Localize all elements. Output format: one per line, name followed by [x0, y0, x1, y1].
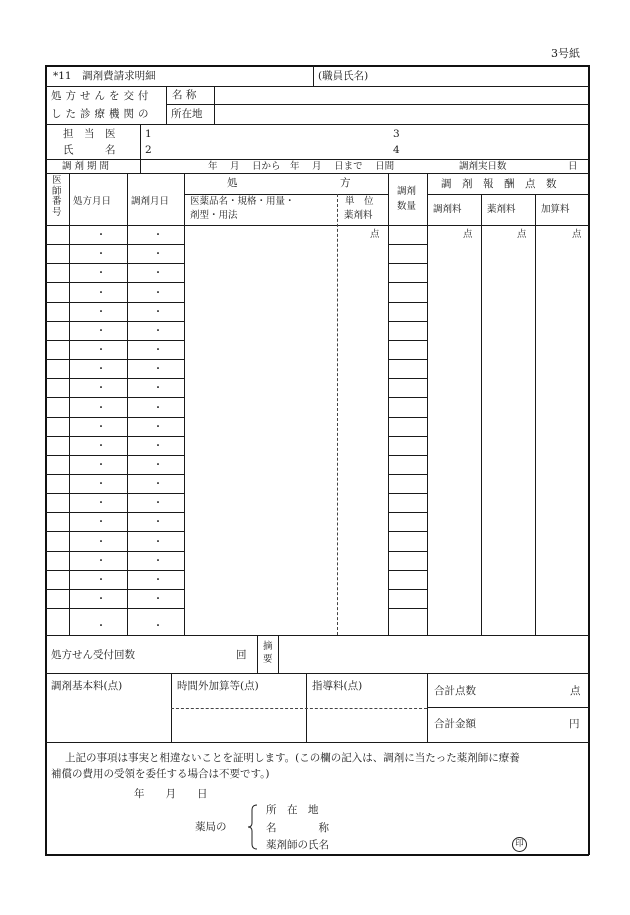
disp-date-dot: ・	[153, 364, 163, 376]
rx-date-dot: ・	[96, 249, 106, 261]
rx-date-dot: ・	[96, 421, 106, 433]
rx-date-dot: ・	[96, 345, 106, 357]
period-range: 年 月 日から 年 月 日まで 日間	[208, 161, 395, 172]
pharmacy-name-label: 名 称	[266, 822, 329, 834]
overtime-label: 時間外加算等(点)	[177, 680, 259, 692]
disp-date-dot: ・	[153, 345, 163, 357]
frame-top	[45, 65, 589, 67]
row-divider-qty	[388, 493, 427, 494]
disp-date-dot: ・	[153, 498, 163, 510]
additional-point: 点	[572, 229, 582, 240]
row-divider-qty	[388, 321, 427, 322]
row-divider-left	[45, 282, 184, 283]
row-divider-left	[45, 244, 184, 245]
row-divider-left	[45, 302, 184, 303]
row-divider-left	[45, 455, 184, 456]
frame-left	[45, 65, 47, 855]
seal-icon: 印	[512, 837, 527, 852]
disp-date-dot: ・	[153, 574, 163, 586]
rx-date-dot: ・	[96, 325, 106, 337]
doctor-num-3: 3	[393, 128, 400, 140]
institution-label-1: 処方せんを交付	[51, 90, 153, 102]
row-divider-qty	[388, 244, 427, 245]
doctor-num-1: 1	[145, 128, 152, 140]
pharmacy-address-label: 所 在 地	[266, 804, 319, 816]
prescription-header-right: 方	[340, 177, 351, 189]
row-divider-qty	[388, 474, 427, 475]
row-divider-qty	[388, 608, 427, 609]
receive-count-label: 処方せん受付回数	[51, 649, 135, 661]
total-amount-label: 合計金額	[434, 718, 476, 730]
disp-date-dot: ・	[153, 621, 163, 632]
unit-point: 点	[370, 229, 380, 240]
doctor-label-1: 担 当 医	[63, 128, 116, 140]
doctor-num-2: 2	[145, 144, 152, 156]
actual-days-label: 調剤実日数	[459, 161, 507, 172]
rx-date-dot: ・	[96, 498, 106, 510]
actual-days-unit: 日	[568, 161, 578, 172]
rx-date-dot: ・	[96, 383, 106, 395]
drug-info-header-1: 医薬品名・規格・用量・	[190, 196, 295, 207]
row-divider-qty	[388, 302, 427, 303]
disp-date-dot: ・	[153, 536, 163, 548]
fee-col-additional: 加算料	[541, 204, 570, 215]
row-divider-left	[45, 570, 184, 571]
row-divider-qty	[388, 531, 427, 532]
unit-header-2: 薬剤料	[344, 210, 373, 221]
doctor-label-2: 氏 名	[63, 144, 116, 156]
rx-date-dot: ・	[96, 574, 106, 586]
doctor-number-header: 医 師 番 号	[52, 175, 62, 218]
rx-date-header: 処方月日	[73, 196, 112, 207]
row-divider-left	[45, 263, 184, 264]
rx-date-dot: ・	[96, 517, 106, 529]
qty-header-1: 調剤	[397, 186, 417, 197]
unit-header-1: 単 位	[345, 196, 374, 207]
institution-address-label: 所在地	[171, 108, 203, 120]
total-amount-unit: 円	[569, 718, 580, 730]
row-divider-left	[45, 531, 184, 532]
fee-header: 調 剤 報 酬 点 数	[441, 178, 557, 190]
period-label: 調 剤 期 間	[62, 161, 110, 172]
row-divider-left	[45, 397, 184, 398]
times-unit: 回	[236, 649, 247, 661]
row-divider-qty	[388, 263, 427, 264]
drug-info-header-2: 剤型・用法	[190, 210, 238, 221]
rx-date-dot: ・	[96, 306, 106, 318]
row-divider-left	[45, 474, 184, 475]
guidance-label: 指導料(点)	[312, 680, 363, 692]
row-divider-qty	[388, 282, 427, 283]
row-divider-qty	[388, 417, 427, 418]
row-divider-qty	[388, 570, 427, 571]
row-divider-left	[45, 551, 184, 552]
total-points-unit: 点	[570, 685, 581, 697]
rx-date-dot: ・	[96, 459, 106, 471]
dispensing-point: 点	[463, 229, 473, 240]
disp-date-dot: ・	[153, 421, 163, 433]
disp-date-dot: ・	[153, 440, 163, 452]
institution-label-2: した診療機関の	[51, 108, 153, 120]
disp-date-dot: ・	[153, 325, 163, 337]
row-divider-qty	[388, 340, 427, 341]
fee-col-drug: 薬剤料	[487, 204, 516, 215]
frame-bottom	[45, 854, 589, 856]
institution-name-label: 名 称	[172, 89, 197, 101]
row-divider-qty	[388, 455, 427, 456]
rx-date-dot: ・	[96, 287, 106, 299]
fee-col-dispensing: 調剤料	[433, 204, 462, 215]
disp-date-dot: ・	[153, 268, 163, 280]
row-divider-left	[45, 608, 184, 609]
disp-date-dot: ・	[153, 230, 163, 242]
certification-date: 年 月 日	[134, 788, 208, 800]
disp-date-dot: ・	[153, 287, 163, 299]
disp-date-dot: ・	[153, 555, 163, 567]
rx-date-dot: ・	[96, 555, 106, 567]
rx-date-dot: ・	[96, 230, 106, 242]
frame-right	[588, 65, 590, 855]
disp-date-dot: ・	[153, 383, 163, 395]
disp-date-dot: ・	[153, 517, 163, 529]
disp-date-header: 調剤月日	[131, 196, 170, 207]
row-divider-qty	[388, 397, 427, 398]
qty-header-2: 数量	[397, 201, 417, 212]
row-divider-left	[45, 493, 184, 494]
rx-date-dot: ・	[96, 594, 106, 605]
row-divider-left	[45, 340, 184, 341]
row-divider-left	[45, 417, 184, 418]
certification-line-2: 補償の費用の受領を委任する場合は不要です。)	[51, 768, 270, 780]
row-divider-left	[45, 436, 184, 437]
basic-fee-label: 調剤基本料(点)	[51, 680, 123, 692]
prescription-header-left: 処	[227, 177, 238, 189]
pharmacist-name-label: 薬剤師の氏名	[266, 839, 329, 851]
drug-point: 点	[517, 229, 527, 240]
disp-date-dot: ・	[153, 479, 163, 491]
disp-date-dot: ・	[153, 594, 163, 605]
rx-date-dot: ・	[96, 364, 106, 376]
row-divider-qty	[388, 378, 427, 379]
remarks-label-1: 摘	[263, 641, 273, 652]
rx-date-dot: ・	[96, 268, 106, 280]
form-number: 3号紙	[551, 47, 580, 60]
row-divider-qty	[388, 436, 427, 437]
remarks-label-2: 要	[263, 654, 273, 665]
row-divider-qty	[388, 512, 427, 513]
row-divider-left	[45, 512, 184, 513]
row-divider-left	[45, 589, 184, 590]
row-divider-qty	[388, 359, 427, 360]
pharmacy-label: 薬局の	[195, 821, 227, 833]
rx-date-dot: ・	[96, 536, 106, 548]
staff-name-label: (職員氏名)	[318, 70, 369, 82]
disp-date-dot: ・	[153, 459, 163, 471]
certification-line-1: 上記の事項は事実と相違ないことを証明します。(この欄の記入は、調剤に当たった薬剤師に療養	[65, 752, 520, 764]
row-divider-qty	[388, 551, 427, 552]
row-divider-left	[45, 321, 184, 322]
rx-date-dot: ・	[96, 402, 106, 414]
disp-date-dot: ・	[153, 306, 163, 318]
rx-date-dot: ・	[96, 440, 106, 452]
brace-icon	[247, 804, 259, 850]
total-points-label: 合計点数	[434, 685, 476, 697]
disp-date-dot: ・	[153, 249, 163, 261]
rx-date-dot: ・	[96, 621, 106, 632]
doctor-num-4: 4	[393, 144, 400, 156]
row-divider-left	[45, 359, 184, 360]
claim-title: *11 調剤費請求明細	[53, 70, 156, 82]
row-divider-qty	[388, 589, 427, 590]
disp-date-dot: ・	[153, 402, 163, 414]
row-divider-left	[45, 378, 184, 379]
rx-date-dot: ・	[96, 479, 106, 491]
